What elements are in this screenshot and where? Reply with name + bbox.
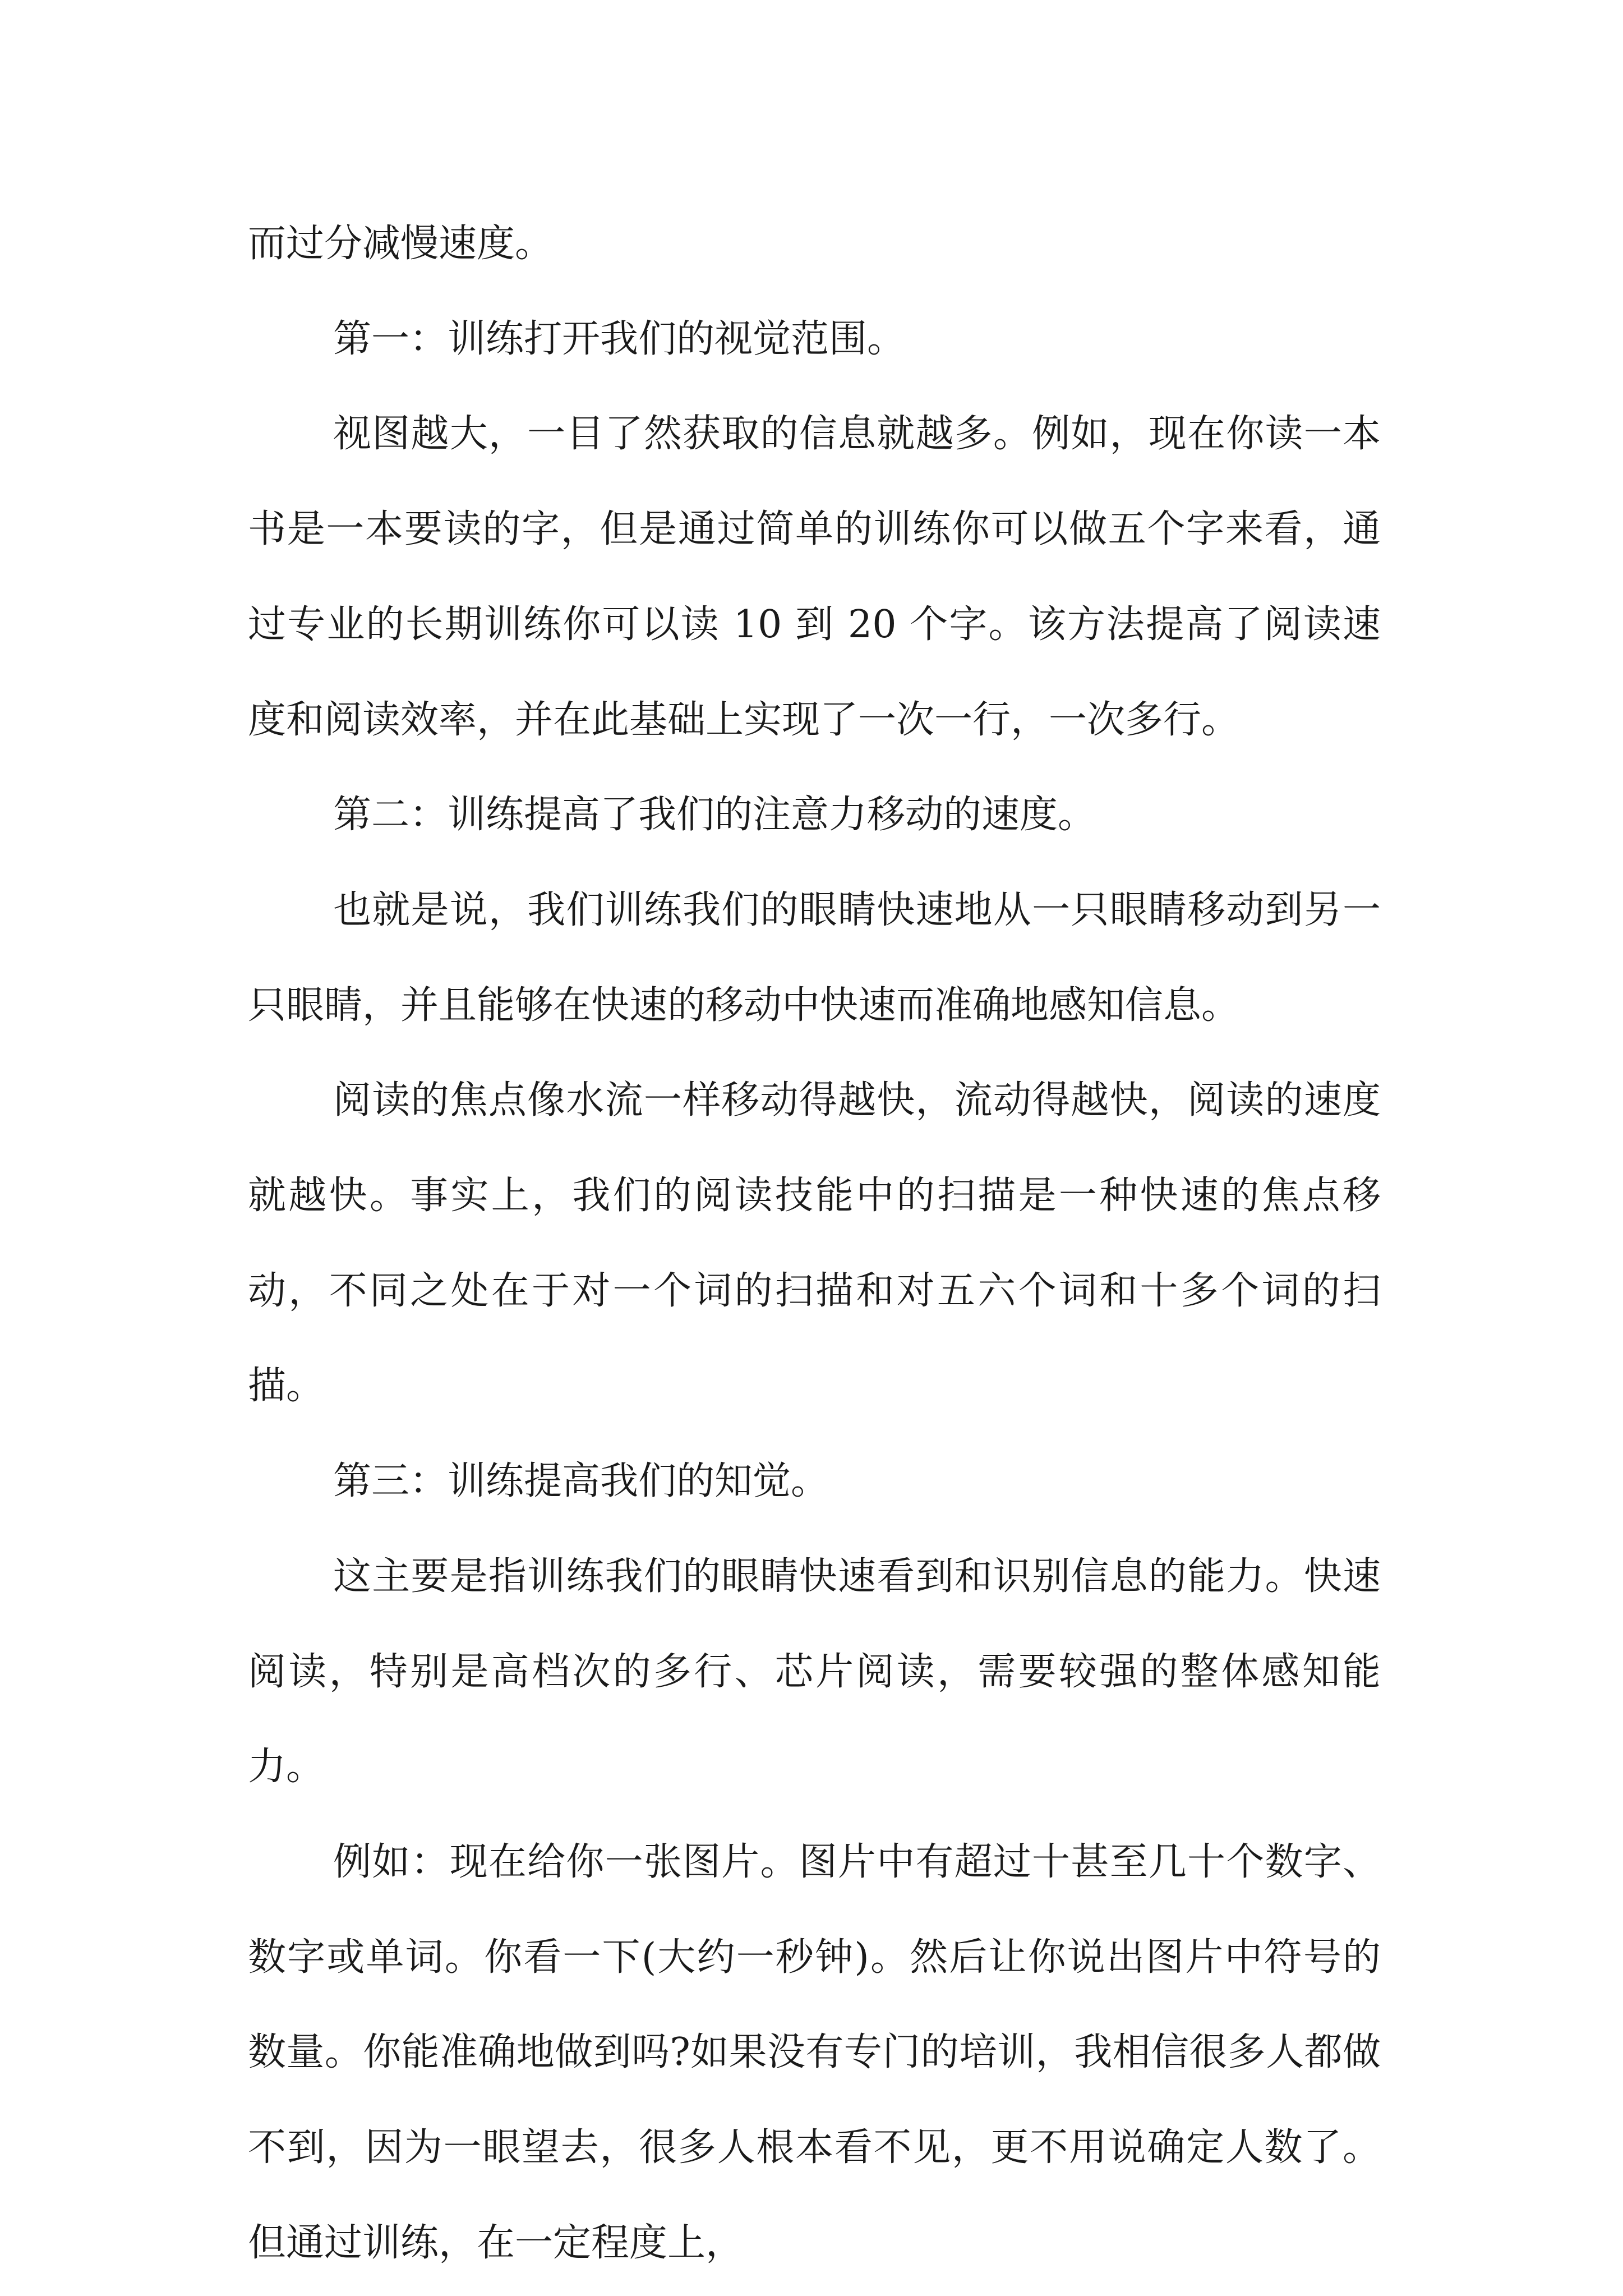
paragraph-3: 视图越大，一目了然获取的信息就越多。例如，现在你读一本书是一本要读的字，但是通过简单的训练你可以做五个字来看，通过专业的长期训练你可以读 10 到 20 个字。该方法提高了阅读速度和阅读效率，并在此基础上实现了一次一行，一次多行。 — [248, 412, 1381, 742]
paragraph-8: 这主要是指训练我们的眼睛快速看到和识别信息的能力。快速阅读，特别是高档次的多行、芯片阅读，需要较强的整体感知能力。 — [248, 1554, 1381, 1789]
heading-point-three: 第三：训练提高我们的知觉。 — [333, 1459, 829, 1504]
paragraph-5: 也就是说，我们训练我们的眼睛快速地从一只眼睛移动到另一只眼睛，并且能够在快速的移动中快速而准确地感知信息。 — [248, 887, 1381, 1028]
heading-point-two: 第二：训练提高了我们的注意力移动的速度。 — [333, 793, 1096, 838]
document-body — [248, 196, 1381, 2290]
paragraph-1: 而过分减慢速度。 — [248, 222, 554, 266]
paragraph-6: 阅读的焦点像水流一样移动得越快，流动得越快，阅读的速度就越快。事实上，我们的阅读技能中的扫描是一种快速的焦点移动，不同之处在于对一个词的扫描和对五六个词和十多个词的扫描。 — [248, 1078, 1381, 1409]
paragraph-9: 例如：现在给你一张图片。图片中有超过十甚至几十个数字、数字或单词。你看一下(大约一秒钟)。然后让你说出图片中符号的数量。你能准确地做到吗?如果没有专门的培训，我相信很多人都做不到，因为一眼望去，很多人根本看不见，更不用说确定人数了。但通过训练，在一定程度上， — [248, 1839, 1381, 2265]
heading-point-one: 第一：训练打开我们的视觉范围。 — [333, 316, 906, 361]
